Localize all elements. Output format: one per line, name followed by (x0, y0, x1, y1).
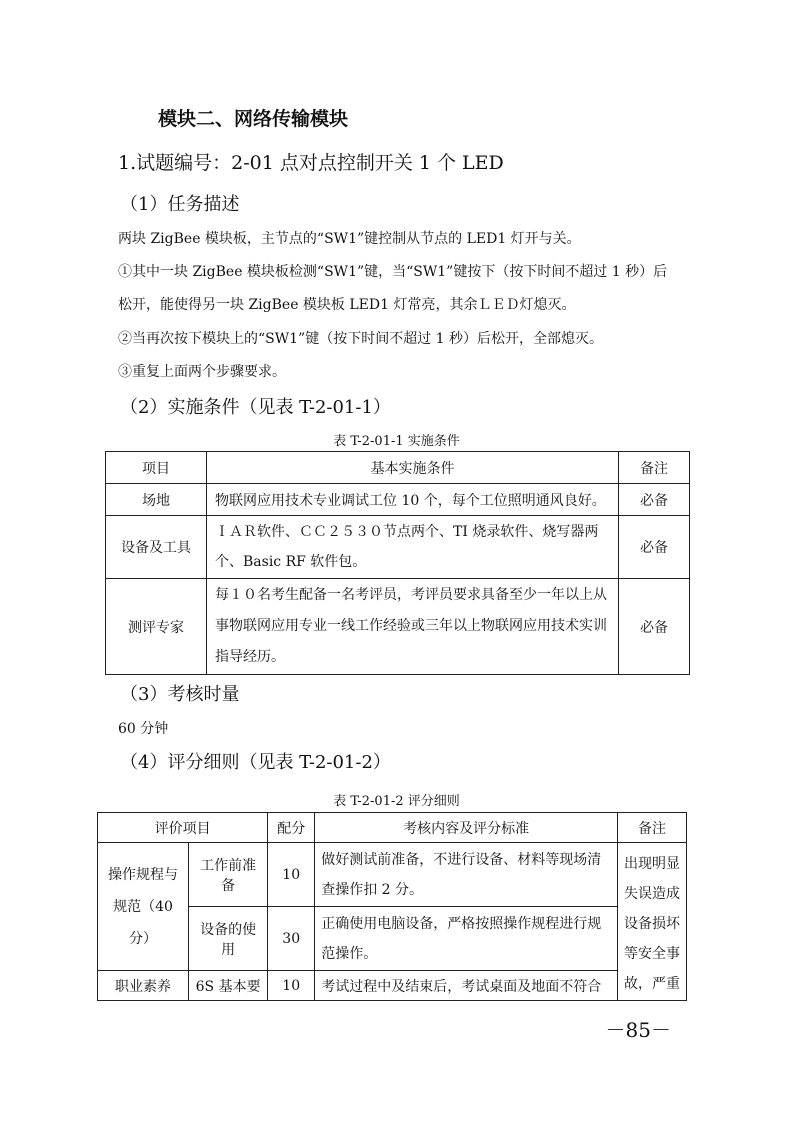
section-duration: （3）考核时量 (120, 684, 240, 705)
section-task-description: （1）任务描述 (120, 194, 240, 215)
table-row (98, 843, 687, 907)
scoring-table (97, 812, 687, 1001)
table2-row3-score: 10 (268, 971, 315, 1001)
task-paragraph-1: 两块 ZigBee 模块板，主节点的“SW1”键控制从节点的 LED1 灯开与关。 (118, 231, 581, 247)
table2-row3-category: 职业素养 (98, 971, 189, 1001)
section-conditions: （2）实施条件（见表 T-2-01-1） (120, 397, 391, 418)
table1-row2-item: 设备及工具 (106, 516, 207, 579)
table2-header-item: 评价项目 (98, 813, 268, 843)
table2-row1-sub: 工作前准备 (189, 843, 268, 907)
conditions-table (105, 451, 690, 675)
table1-caption: 表 T-2-01-1 实施条件 (333, 434, 460, 449)
table1-header-note: 备注 (619, 452, 690, 484)
module-title: 模块二、网络传输模块 (158, 108, 349, 130)
table-row (106, 484, 690, 516)
table1-header-row (106, 452, 690, 484)
table1-header-content: 基本实施条件 (207, 452, 619, 484)
table-row (98, 971, 687, 1001)
table1-row1-note: 必备 (619, 484, 690, 516)
table2-header-note: 备注 (618, 813, 687, 843)
table1-row2-note: 必备 (619, 516, 690, 579)
table-row (106, 579, 690, 675)
table1-row1-item: 场地 (106, 484, 207, 516)
table2-row1-content: 做好测试前准备，不进行设备、材料等现场清查操作扣 2 分。 (315, 843, 618, 907)
table2-row2-content: 正确使用电脑设备，严格按照操作规程进行规范操作。 (315, 907, 618, 971)
table2-note: 出现明显失误造成设备损坏等安全事故，严重 (618, 843, 687, 1001)
table2-row1-score: 10 (268, 843, 315, 907)
section-scoring: （4）评分细则（见表 T-2-01-2） (120, 752, 391, 773)
duration-value: 60 分钟 (118, 721, 169, 737)
task-paragraph-2b: 松开，能使得另一块 ZigBee 模块板 LED1 灯常亮，其余ＬＥＤ灯熄灭。 (118, 297, 576, 313)
table2-row3-sub: 6S 基本要 (189, 971, 268, 1001)
table-row (106, 516, 690, 579)
table1-row3-note: 必备 (619, 579, 690, 675)
table1-row1-content: 物联网应用技术专业调试工位 10 个，每个工位照明通风良好。 (207, 484, 619, 516)
table1-header-item: 项目 (106, 452, 207, 484)
item-title: 1.试题编号：2-01 点对点控制开关 1 个 LED (118, 152, 504, 174)
table2-row2-sub: 设备的使用 (189, 907, 268, 971)
table2-group-operation: 操作规程与规范（40分） (98, 843, 189, 971)
table2-row3-content: 考试过程中及结束后，考试桌面及地面不符合 (315, 971, 618, 1001)
table1-row3-content: 每１０名考生配备一名考评员，考评员要求具备至少一年以上从事物联网应用专业一线工作经验或三年以上物联网应用技术实训指导经历。 (207, 579, 619, 675)
task-paragraph-2a: ①其中一块 ZigBee 模块板检测“SW1”键，当“SW1”键按下（按下时间不超过 1 秒）后 (118, 264, 668, 280)
table2-header-row (98, 813, 687, 843)
table2-row2-score: 30 (268, 907, 315, 971)
table2-header-content: 考核内容及评分标准 (315, 813, 618, 843)
table2-header-score: 配分 (268, 813, 315, 843)
task-paragraph-3: ②当再次按下模块上的“SW1”键（按下时间不超过 1 秒）后松开，全部熄灭。 (118, 331, 604, 347)
table2-caption: 表 T-2-01-2 评分细则 (333, 794, 460, 809)
table1-row3-item: 测评专家 (106, 579, 207, 675)
task-paragraph-4: ③重复上面两个步骤要求。 (118, 364, 286, 380)
table1-row2-content: ＩＡＲ软件、ＣＣ２５３０节点两个、TI 烧录软件、烧写器两个、Basic RF 软件包。 (207, 516, 619, 579)
page-number: －85－ (605, 1018, 671, 1042)
